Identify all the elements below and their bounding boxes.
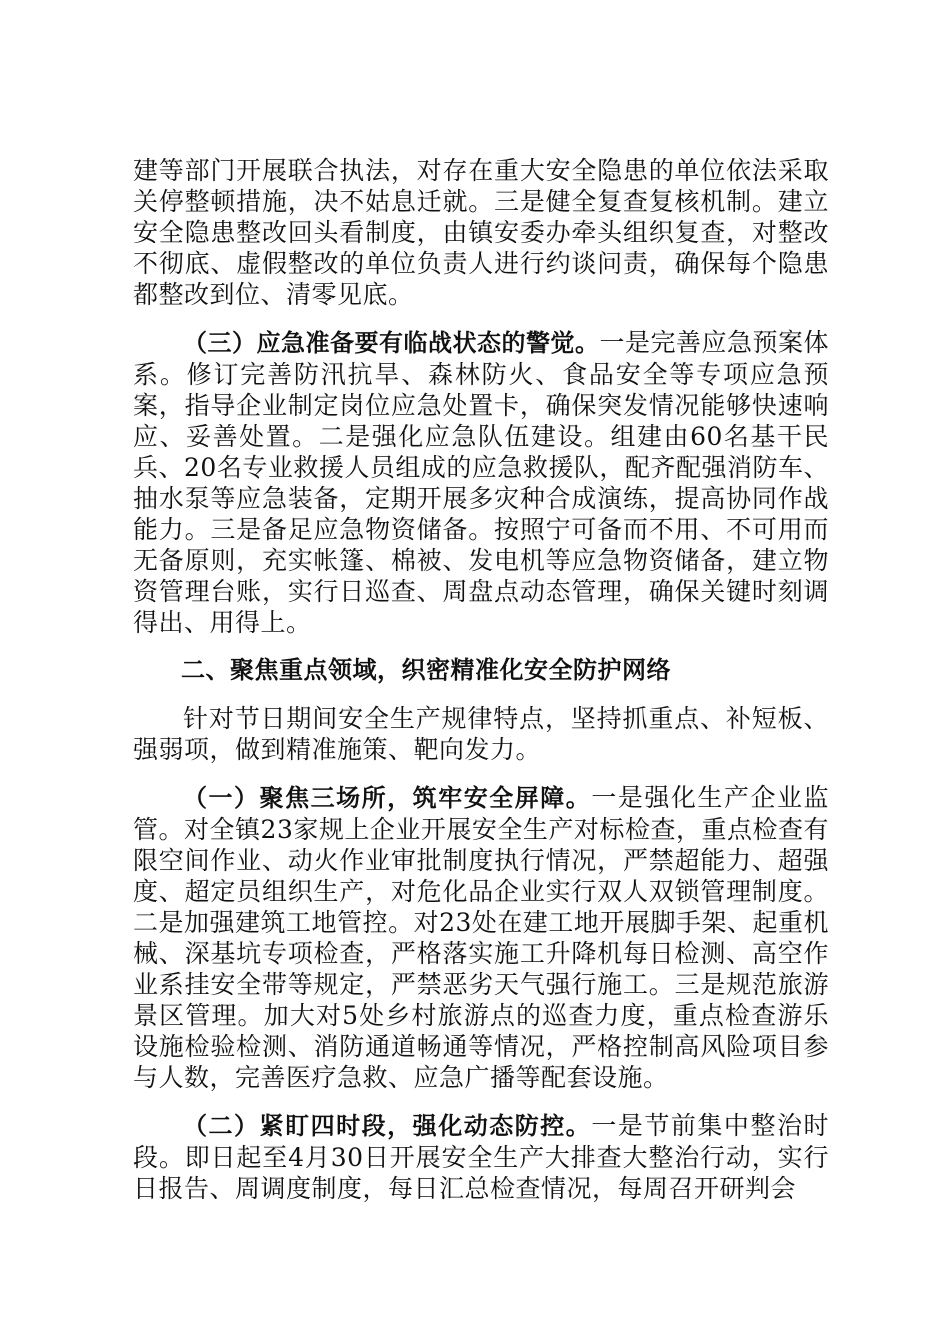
paragraph-body: 一是强化生产企业监管。对全镇23家规上企业开展安全生产对标检查，重点检查有限空间作业、动火作业审批制度执行情况，严禁超能力、超强度、超定员组织生产，对危化品企业实行双人双锁管理制度。二是加强建筑工地管控。对23处在建工地开展脚手架、起重机械、深基坑专项检查，严格落实施工升降机每日检测、高空作业系挂安全带等规定，严禁恶劣天气强行施工。三是规范旅游景区管理。加大对5处乡村旅游点的巡查力度，重点检查游乐设施检验检测、消防通道畅通等情况，严格控制高风险项目参与人数，完善医疗急救、应急广播等配套设施。 xyxy=(133,783,829,1092)
paragraph-three-places xyxy=(133,782,829,1093)
paragraph-body: 一是节前集中整治时段。即日起至4月30日开展安全生产大排查大整治行动，实行日报告、周调度制度，每日汇总检查情况，每周召开研判会 xyxy=(133,1111,829,1203)
section-heading: 二、聚焦重点领域，织密精准化安全防护网络 xyxy=(181,656,671,684)
paragraph-emergency-preparedness xyxy=(133,327,829,638)
paragraph-four-periods xyxy=(133,1110,829,1204)
document-page xyxy=(133,155,829,1221)
paragraph-continuation: 建等部门开展联合执法，对存在重大安全隐患的单位依法采取关停整顿措施，决不姑息迁就。三是健全复查复核机制。建立安全隐患整改回头看制度，由镇安委办牵头组织复查，对整改不彻底、虚假整改的单位负责人进行约谈问责，确保每个隐患都整改到位、清零见底。 xyxy=(133,156,829,309)
paragraph-lead-heading: （一）聚焦三场所，筑牢安全屏障。 xyxy=(183,784,592,812)
paragraph-lead-heading: （三）应急准备要有临战状态的警觉。 xyxy=(183,329,600,357)
paragraph-body: 一是完善应急预案体系。修订完善防汛抗旱、森林防火、食品安全等专项应急预案，指导企业制定岗位应急处置卡，确保突发情况能够快速响应、妥善处置。二是强化应急队伍建设。组建由60名基干民兵、20名专业救援人员组成的应急救援队，配齐配强消防车、抽水泵等应急装备，定期开展多灾种合成演练，提高协同作战能力。三是备足应急物资储备。按照宁可备而不用、不可用而无备原则，充实帐篷、棉被、发电机等应急物资储备，建立物资管理台账，实行日巡查、周盘点动态管理，确保关键时刻调得出、用得上。 xyxy=(133,328,830,637)
paragraph-section-intro: 针对节日期间安全生产规律特点，坚持抓重点、补短板、强弱项，做到精准施策、靶向发力。 xyxy=(133,704,829,764)
paragraph-lead-heading: （二）紧盯四时段，强化动态防控。 xyxy=(183,1112,592,1140)
